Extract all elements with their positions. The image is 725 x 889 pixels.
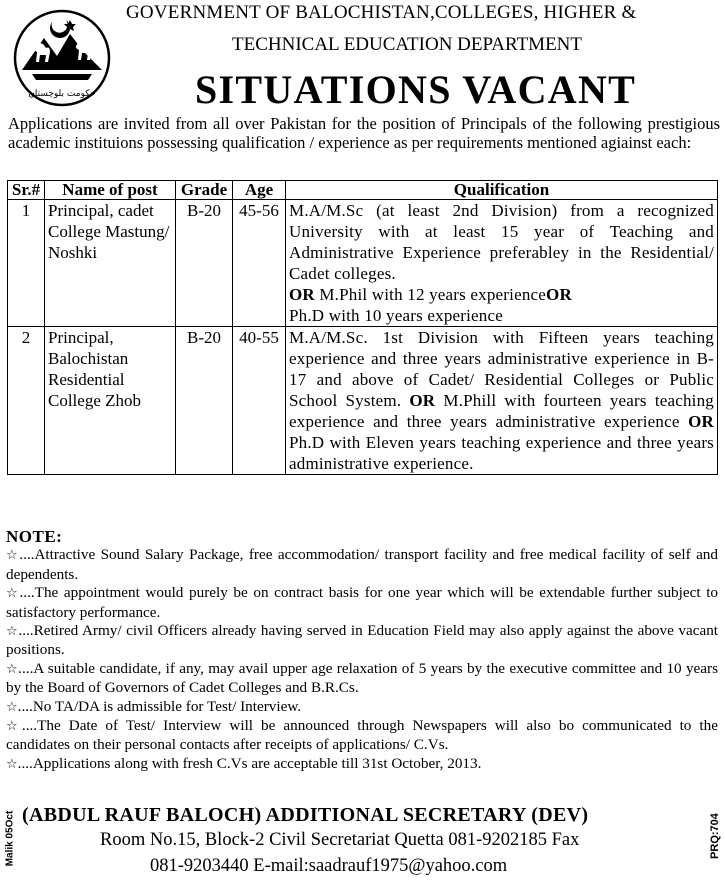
cell-name-of-post: Principal, cadet College Mastung/ Noshki — [45, 200, 176, 327]
note-item — [6, 717, 718, 755]
signatory-name: (ABDUL RAUF BALOCH) ADDITIONAL SECRETARY (DEV) — [22, 804, 589, 826]
side-note-left: Malik 05Oct — [4, 810, 16, 867]
header-qualification: Qualification — [286, 181, 718, 200]
star-icon: ☆ — [6, 624, 19, 640]
cell-sr: 2 — [8, 327, 45, 475]
note-text: ....The Date of Test/ Interview will be announced through Newspapers will also bo communicated to the candidates on their personal contacts after receipts of applications/ C.Vs. — [6, 717, 718, 754]
qualification-text: M.A/M.Sc. 1st Division with Fifteen years teaching experience and three years administrative experience in B-17 and above of Cadet/ Residential Colleges or Public School System. — [289, 328, 714, 410]
signatory-contact: 081-9203440 E-mail:saadrauf1975@yahoo.com — [150, 856, 508, 876]
note-item — [6, 755, 718, 774]
cell-grade: B-20 — [176, 327, 233, 475]
notes-section — [6, 528, 718, 774]
star-icon: ☆ — [6, 548, 20, 564]
side-note-right: PRQ:704 — [709, 813, 721, 859]
qualification-text: Ph.D with Eleven years teaching experience and three years administrative experience. — [289, 433, 714, 473]
table-row — [8, 200, 718, 327]
cell-qualification — [286, 327, 718, 475]
note-item — [6, 698, 718, 717]
qualification-text: M.A/M.Sc (at least 2nd Division) from a recognized University with at least 15 year of Teaching and Administrative Experience preferabley in the Residential/ Cadet colleges. — [289, 201, 714, 283]
vacancies-table — [7, 180, 718, 475]
or-keyword: OR — [688, 412, 714, 431]
qualification-text: Ph.D with 10 years experience — [289, 306, 503, 325]
star-icon: ☆ — [6, 699, 18, 715]
note-text: ....A suitable candidate, if any, may avail upper age relaxation of 5 years by the executive committee and 10 years by the Board of Governors of Cadet Colleges and B.R.Cs. — [6, 659, 718, 697]
note-item — [6, 546, 718, 584]
cell-sr: 1 — [8, 200, 45, 327]
qualification-text: M.Phil with 12 years experience — [314, 285, 547, 304]
note-text: ....Retired Army/ civil Officers already having served in Education Field may also apply against the above vacant positions. — [6, 622, 719, 659]
cell-qualification — [286, 200, 718, 327]
note-item — [6, 584, 718, 622]
header-name-of-post: Name of post — [45, 181, 176, 200]
or-keyword: OR — [289, 285, 315, 304]
header-sr: Sr.# — [8, 181, 45, 200]
note-text: ....No TA/DA is admissible for Test/ Interview. — [17, 697, 302, 715]
qualification-text: M.Phill with fourteen years teaching experience and three years administrative experience — [289, 391, 714, 431]
star-icon: ☆ — [6, 756, 18, 772]
star-icon: ☆ — [6, 661, 19, 677]
table-row — [8, 327, 718, 475]
cell-age: 40-55 — [233, 327, 286, 475]
logo-caption: حکومت بلوچستان — [28, 89, 96, 99]
notes-title: NOTE: — [6, 527, 63, 546]
department-line-2: TECHNICAL EDUCATION DEPARTMENT — [232, 34, 582, 55]
star-icon: ☆ — [6, 586, 20, 602]
page-title: SITUATIONS VACANT — [195, 67, 637, 112]
department-line-1: GOVERNMENT OF BALOCHISTAN,COLLEGES, HIGHER & — [126, 2, 637, 23]
header-grade: Grade — [176, 181, 233, 200]
note-text: ....Attractive Sound Salary Package, free accommodation/ transport facility and free medical facility of self and dependents. — [6, 546, 718, 583]
note-item — [6, 660, 718, 698]
or-keyword: OR — [409, 391, 436, 410]
signatory-address: Room No.15, Block-2 Civil Secretariat Quetta 081-9202185 Fax — [100, 830, 580, 850]
table-header-row — [8, 181, 718, 200]
or-keyword: OR — [546, 285, 572, 304]
note-text: ....Applications along with fresh C.Vs are acceptable till 31st October, 2013. — [17, 754, 482, 772]
star-icon: ☆ — [6, 719, 22, 735]
header-age: Age — [233, 181, 286, 200]
balochistan-emblem-icon — [12, 8, 112, 108]
cell-name-of-post: Principal, Balochistan Residential College Zhob — [45, 327, 176, 475]
intro-paragraph: Applications are invited from all over Pakistan for the position of Principals of the following prestigious academic instituions possessing qualification / experience as per requirements mentioned agiainst each: — [8, 114, 720, 152]
cell-age: 45-56 — [233, 200, 286, 327]
note-text: ....The appointment would purely be on contract basis for one year which will be extendable further subject to satisfactory performance. — [6, 584, 719, 621]
cell-grade: B-20 — [176, 200, 233, 327]
header — [0, 0, 725, 112]
note-item — [6, 622, 718, 660]
